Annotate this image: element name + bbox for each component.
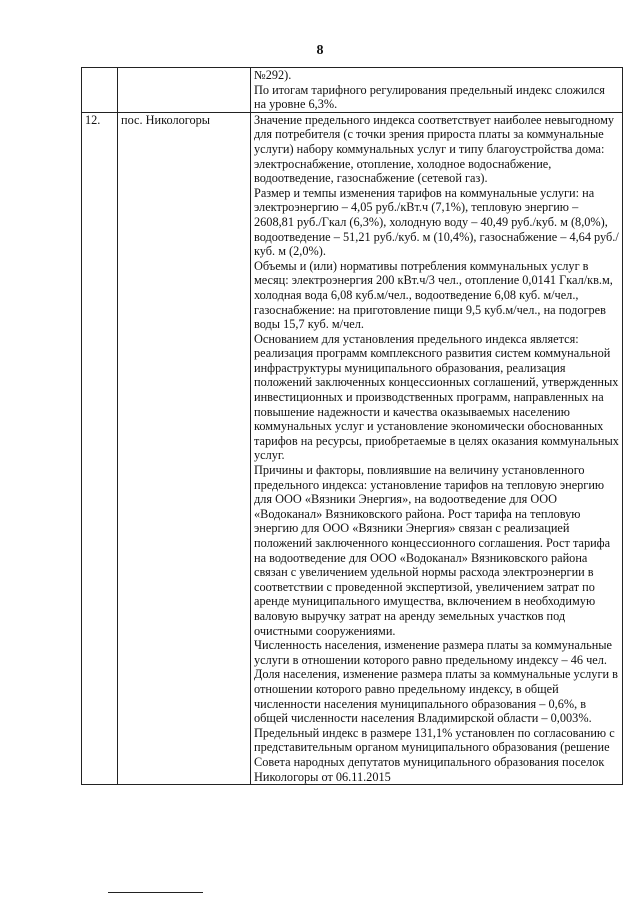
settlement-cell: пос. Никологоры: [118, 112, 251, 784]
settlement-cell: [118, 68, 251, 113]
paragraph-population: Численность населения, изменение размера платы за коммунальные услуги в отношении которого равно предельному индексу – 46 чел.: [254, 638, 612, 667]
document-table: [81, 67, 623, 785]
paragraph-approval: Предельный индекс в размере 131,1% установлен по согласованию с представительным органом муниципального образования (решение Совета народных депутатов муниципального образования поселок Никологоры от 06.11.2015: [254, 725, 615, 784]
row-number-cell: 12.: [82, 112, 118, 784]
table-row-continued: [82, 68, 623, 113]
row-number-cell: [82, 68, 118, 113]
page-number: 8: [316, 43, 324, 58]
footnote-separator: [108, 892, 203, 893]
description-line: По итогам тарифного регулирования предельный индекс сложился на уровне 6,3%.: [254, 82, 605, 112]
paragraph-tariffs: Размер и темпы изменения тарифов на коммунальные услуги: на электроэнергию – 4,05 руб./кВт.ч (7,1%), тепловую энергию – 2608,81 руб./Гкал (6,3%), холодную воду – 40,49 руб./куб. м (8,0%), водоотведение – 51,21 руб./куб. м (10,4%), газоснабжение – 4,64 руб./куб. м (2,0%).: [254, 185, 619, 259]
description-cell: [251, 68, 623, 113]
paragraph-consumption: Объемы и (или) нормативы потребления коммунальных услуг в месяц: электроэнергия 200 кВт.ч/3 чел., отопление 0,0141 Гкал/кв.м, холодная вода 6,08 куб.м/чел., водоотведение 6,08 куб. м/чел., газоснабжение: на приготовление пищи 9,5 куб.м/чел., на подогрев воды 15,7 куб. м/чел.: [254, 258, 613, 332]
paragraph-index-value: Значение предельного индекса соответствует наиболее невыгодному для потребителя (с точки зрения прироста платы за коммунальные услуги) набору коммунальных услуг и типу благоустройства дома: электроснабжение, отопление, холодное водоснабжение, водоотведение, газоснабжение (сетевой газ).: [254, 112, 615, 186]
paragraph-basis: Основанием для установления предельного индекса является: реализация программ комплексного развития систем коммунальной инфраструктуры муниципального образования, реализация положений заключенных концессионных соглашений, утвержденных инвестиционных и производственных программ, направленных на повышение надежности и качества оказываемых населению коммунальных услуг и установление экономически обоснованных тарифов на ресурсы, приобретаемые в целях оказания коммунальных услуг.: [254, 331, 619, 463]
description-cell: [251, 112, 623, 784]
paragraph-population-share: Доля населения, изменение размера платы за коммунальные услуги в отношении которого равно предельному индексу, в общей численности населения муниципального образования – 0,6%, в общей численности населения Владимирской области – 0,003%.: [254, 667, 618, 726]
paragraph-factors: Причины и факторы, повлиявшие на величину установленного предельного индекса: установление тарифов на тепловую энергию для ООО «Вязники Энергия», на водоотведение для ООО «Водоканал» Вязниковского района. Рост тарифа на тепловую энергию для ООО «Вязники Энергия» связан с реализацией положений заключенного концессионного соглашения. Рост тарифа на водоотведение для ООО «Водоканал» Вязниковского района связан с увеличением удельной нормы расхода электроэнергии в соответствии с проведенной экспертизой, увеличением затрат по аренде муниципального имущества, включением в необходимую валовую выручку затрат на аренду земельных участков под очистными сооружениями.: [254, 463, 611, 638]
description-line: №292).: [254, 68, 292, 82]
table-row-12: [82, 112, 623, 784]
